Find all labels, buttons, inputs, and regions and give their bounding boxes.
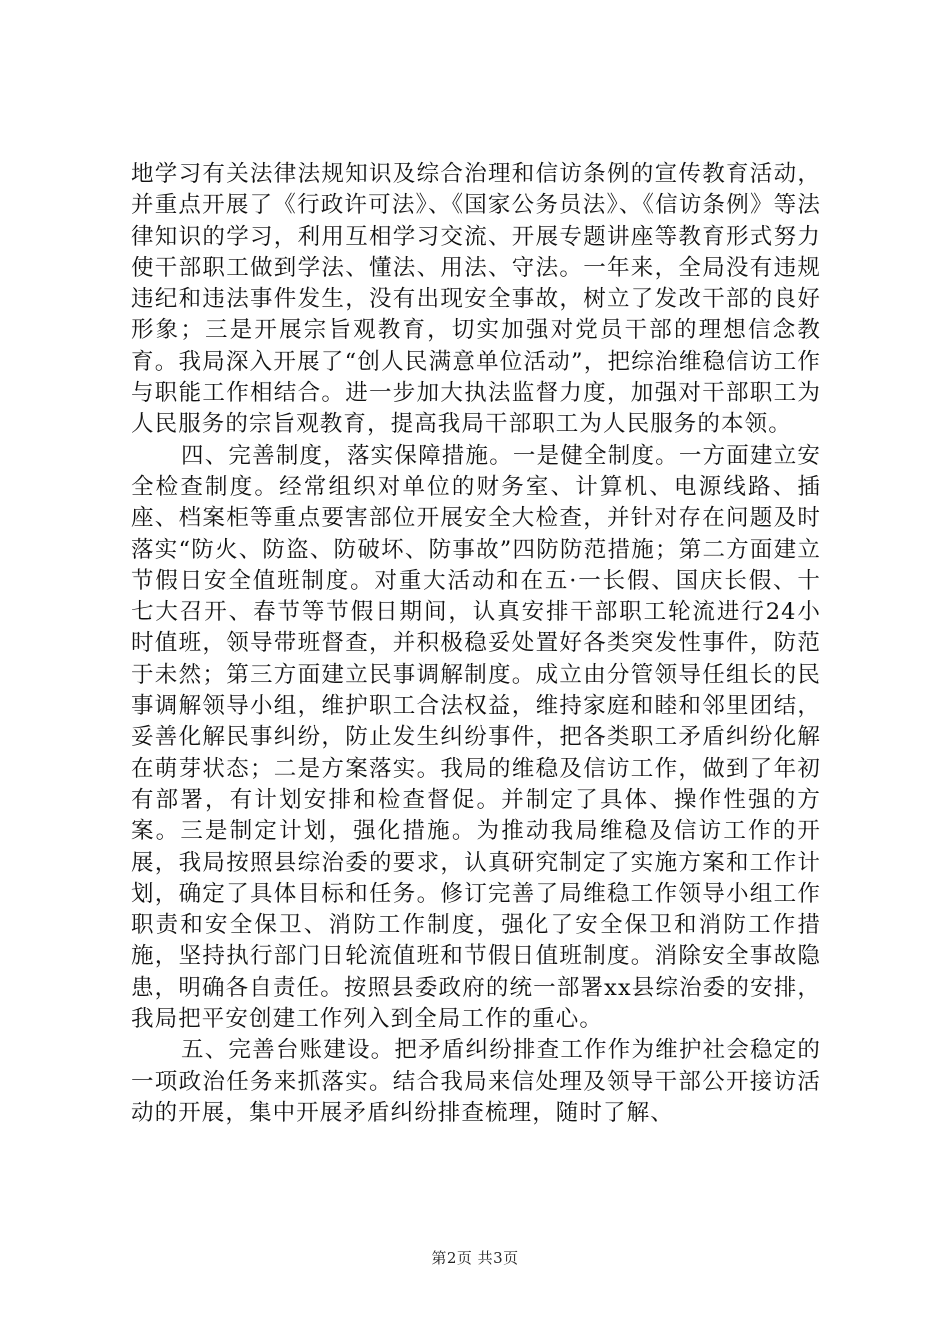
paragraph-continuation: 地学习有关法律法规知识及综合治理和信访条例的宣传教育活动，并重点开展了《行政许可法》、《国家公务员法》、《信访条例》等法律知识的学习，利用互相学习交流、开展专题讲座等教育形式努力使干部职工做到学法、懂法、用法、守法。一年来，全局没有违规违纪和违法事件发生，没有出现安全事故，树立了发改干部的良好形象；三是开展宗旨观教育，切实加强对党员干部的理想信念教育。我局深入开展了“创人民满意单位活动”，把综治维稳信访工作与职能工作相结合。进一步加大执法监督力度，加强对干部职工为人民服务的宗旨观教育，提高我局干部职工为人民服务的本领。 (131, 161, 821, 438)
document-body (131, 159, 821, 1129)
page-footer: 第2页 共3页 (431, 1249, 519, 1267)
paragraph-section-four: 四、完善制度，落实保障措施。一是健全制度。一方面建立安全检查制度。经常组织对单位的财务室、计算机、电源线路、插座、档案柜等重点要害部位开展安全大检查，并针对存在问题及时落实“防火、防盗、防破坏、防事故”四防防范措施；第二方面建立节假日安全值班制度。对重大活动和在五·一长假、国庆长假、十七大召开、春节等节假日期间，认真安排干部职工轮流进行24小时值班，领导带班督查，并积极稳妥处置好各类突发性事件，防范于未然；第三方面建立民事调解制度。成立由分管领导任组长的民事调解领导小组，维护职工合法权益，维持家庭和睦和邻里团结，妥善化解民事纠纷，防止发生纠纷事件，把各类职工矛盾纠纷化解在萌芽状态；二是方案落实。我局的维稳及信访工作，做到了年初有部署，有计划安排和检查督促。并制定了具体、操作性强的方案。三是制定计划，强化措施。为推动我局维稳及信访工作的开展，我局按照县综治委的要求，认真研究制定了实施方案和工作计划，确定了具体目标和任务。修订完善了局维稳工作领导小组工作职责和安全保卫、消防工作制度，强化了安全保卫和消防工作措施，坚持执行部门日轮流值班和节假日值班制度。消除安全事故隐患，明确各自责任。按照县委政府的统一部署xx县综治委的安排，我局把平安创建工作列入到全局工作的重心。 (131, 442, 821, 1033)
paragraph-section-five: 五、完善台账建设。把矛盾纠纷排查工作作为维护社会稳定的一项政治任务来抓落实。结合我局来信处理及领导干部公开接访活动的开展，集中开展矛盾纠纷排查梳理，随时了解、 (131, 1037, 821, 1126)
